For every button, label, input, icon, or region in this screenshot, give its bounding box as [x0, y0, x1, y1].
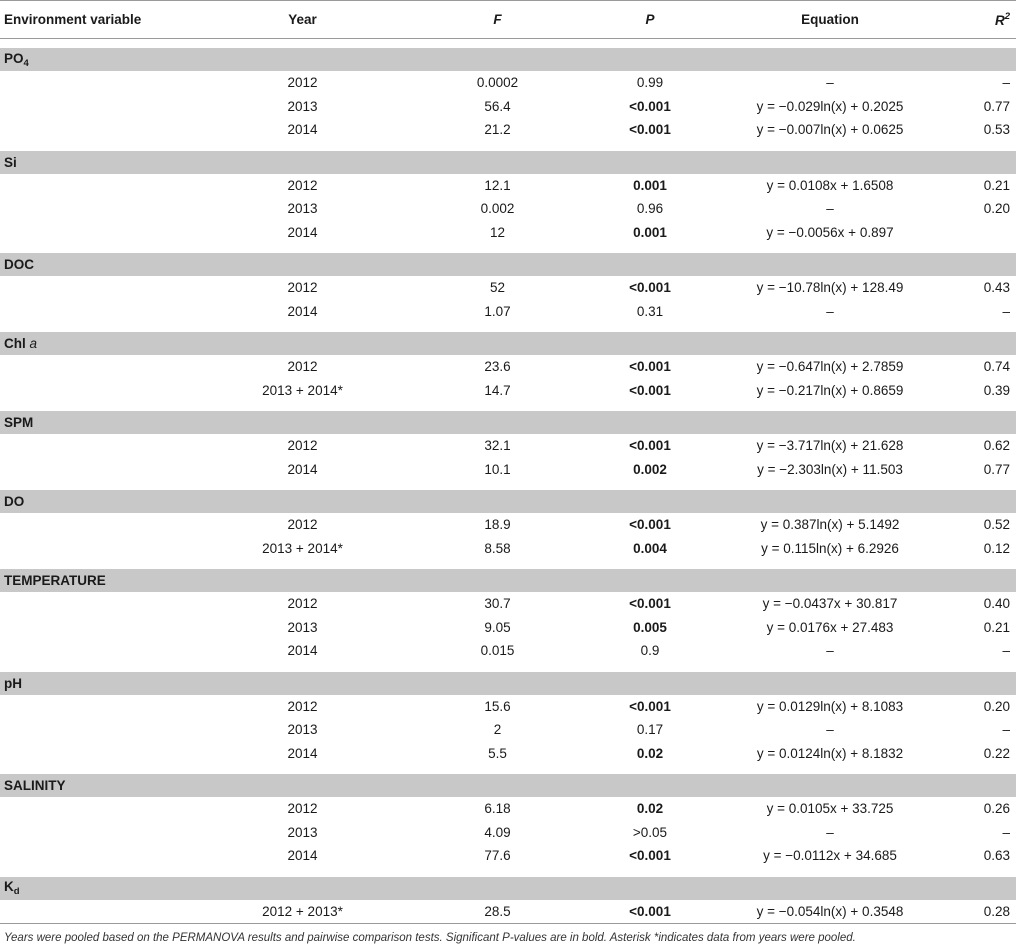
- header-environment-variable: Environment variable: [0, 1, 200, 39]
- cell-p: 0.02: [636, 801, 664, 817]
- cell-equation: y = −0.0437x + 30.817: [762, 596, 898, 612]
- cell-f: 18.9: [484, 517, 511, 533]
- cell-blank: [0, 718, 200, 742]
- group-label: [0, 151, 1016, 174]
- table-row: [0, 616, 1016, 640]
- header-r2: [950, 1, 1016, 39]
- cell-blank: [0, 900, 200, 924]
- cell-equation: y = −0.0112x + 34.685: [763, 848, 897, 864]
- cell-equation: y = 0.0105x + 33.725: [766, 801, 894, 817]
- table-row: [0, 513, 1016, 537]
- spacer-cell: [0, 663, 1016, 672]
- cell-year: 2013: [287, 722, 318, 738]
- spacer-cell: [0, 39, 1016, 49]
- cell-year: 2014: [287, 643, 318, 659]
- cell-year: 2013: [287, 98, 318, 114]
- cell-year: 2014: [287, 848, 318, 864]
- cell-blank: [0, 537, 200, 561]
- cell-equation: y = −3.717ln(x) + 21.628: [756, 438, 904, 454]
- cell-equation: y = 0.0176x + 27.483: [766, 619, 894, 635]
- cell-p: 0.001: [633, 224, 667, 240]
- group-name: Chl: [4, 336, 30, 351]
- header-p: P: [590, 1, 710, 39]
- cell-year: 2012: [287, 596, 318, 612]
- cell-blank: [0, 616, 200, 640]
- cell-r2: 0.40: [983, 596, 1010, 612]
- group-header-row: [0, 569, 1016, 592]
- cell-f: 23.6: [484, 359, 511, 375]
- cell-equation: y = −2.303ln(x) + 11.503: [757, 461, 903, 477]
- cell-p: <0.001: [629, 280, 671, 296]
- cell-f: 56.4: [484, 98, 511, 114]
- cell-p: <0.001: [629, 382, 671, 398]
- cell-f: 14.7: [484, 382, 511, 398]
- cell-equation: –: [826, 824, 834, 840]
- cell-equation: –: [826, 303, 834, 319]
- cell-f: 21.2: [484, 122, 511, 138]
- cell-year: 2014: [287, 745, 318, 761]
- cell-p: <0.001: [629, 698, 671, 714]
- cell-r2: 0.62: [983, 438, 1010, 454]
- table-row: [0, 95, 1016, 119]
- cell-p: <0.001: [629, 848, 671, 864]
- group-spacer: [0, 39, 1016, 49]
- spacer-cell: [0, 244, 1016, 253]
- cell-f: 8.58: [484, 540, 511, 556]
- group-header-row: [0, 253, 1016, 276]
- table-row: [0, 458, 1016, 482]
- table-row: [0, 695, 1016, 719]
- table-row: [0, 537, 1016, 561]
- cell-year: 2012 + 2013*: [200, 900, 405, 924]
- cell-p: 0.004: [633, 540, 667, 556]
- cell-f: 0.015: [480, 643, 515, 659]
- cell-equation: –: [826, 722, 834, 738]
- spacer-cell: [0, 481, 1016, 490]
- cell-r2: 0.63: [983, 848, 1010, 864]
- group-label: [0, 411, 1016, 434]
- spacer-cell: [0, 868, 1016, 877]
- cell-year: 2013: [287, 619, 318, 635]
- cell-year: 2013 + 2014*: [262, 382, 343, 398]
- table-row: [0, 797, 1016, 821]
- cell-equation: –: [826, 643, 834, 659]
- spacer-cell: [0, 142, 1016, 151]
- cell-r2: [950, 221, 1016, 245]
- cell-r2: 0.39: [983, 382, 1010, 398]
- group-label: [0, 253, 1016, 276]
- cell-r2: 0.20: [983, 698, 1010, 714]
- cell-year: 2013 + 2014*: [262, 540, 343, 556]
- cell-r2: –: [1002, 824, 1010, 840]
- cell-r2: 0.21: [983, 619, 1010, 635]
- cell-p: <0.001: [629, 438, 671, 454]
- table-row: [0, 71, 1016, 95]
- cell-f: 0.0002: [476, 75, 519, 91]
- cell-p: 0.9: [640, 643, 660, 659]
- cell-equation: y = −10.78ln(x) + 128.49: [756, 280, 904, 296]
- cell-p: 0.96: [636, 201, 664, 217]
- header-f: F: [405, 1, 590, 39]
- cell-r2: 0.77: [983, 98, 1010, 114]
- cell-f: 28.5: [405, 900, 590, 924]
- cell-p: <0.001: [629, 517, 671, 533]
- group-spacer: [0, 323, 1016, 332]
- table-row: [0, 174, 1016, 198]
- cell-p: 0.001: [633, 177, 667, 193]
- group-name: SALINITY: [4, 778, 66, 793]
- group-label: [0, 490, 1016, 513]
- group-name-subscript: d: [13, 886, 20, 897]
- cell-p: <0.001: [629, 98, 671, 114]
- table-row: [0, 355, 1016, 379]
- cell-r2: 0.77: [983, 461, 1010, 477]
- group-spacer: [0, 868, 1016, 877]
- group-header-row: [0, 672, 1016, 695]
- cell-blank: [0, 797, 200, 821]
- cell-blank: [0, 71, 200, 95]
- cell-year: 2014: [287, 303, 318, 319]
- cell-p: 0.005: [633, 619, 667, 635]
- cell-blank: [0, 458, 200, 482]
- cell-p: 0.31: [636, 303, 664, 319]
- cell-blank: [0, 695, 200, 719]
- cell-year: 2012: [287, 177, 318, 193]
- cell-f: 2: [493, 722, 502, 738]
- cell-f: 0.002: [480, 201, 515, 217]
- header-year: Year: [200, 1, 405, 39]
- table-row: [0, 379, 1016, 403]
- group-name: PO: [4, 50, 24, 66]
- cell-blank: [0, 844, 200, 868]
- group-name-italic: a: [29, 336, 38, 351]
- cell-blank: [0, 513, 200, 537]
- table-row: [0, 742, 1016, 766]
- cell-blank: [0, 174, 200, 198]
- cell-f: 6.18: [484, 801, 511, 817]
- spacer-cell: [0, 765, 1016, 774]
- cell-p: <0.001: [590, 900, 710, 924]
- cell-r2: –: [1002, 303, 1010, 319]
- group-name-subscript: 4: [23, 57, 29, 69]
- cell-year: 2012: [287, 438, 318, 454]
- group-spacer: [0, 402, 1016, 411]
- group-name: TEMPERATURE: [4, 573, 106, 588]
- table-row: [0, 821, 1016, 845]
- table-row: [0, 300, 1016, 324]
- cell-r2: –: [1002, 722, 1010, 738]
- cell-r2: 0.74: [983, 359, 1010, 375]
- cell-blank: [0, 592, 200, 616]
- cell-equation: y = −0.007ln(x) + 0.0625: [756, 122, 904, 138]
- group-header-row: [0, 332, 1016, 355]
- cell-blank: [0, 355, 200, 379]
- group-header-row: [0, 877, 1016, 900]
- cell-equation: y = −0.647ln(x) + 2.7859: [756, 359, 904, 375]
- cell-f: 30.7: [484, 596, 511, 612]
- cell-r2: 0.43: [983, 280, 1010, 296]
- table-row: [0, 434, 1016, 458]
- cell-equation: y = 0.387ln(x) + 5.1492: [760, 517, 900, 533]
- group-name: pH: [4, 675, 22, 691]
- group-spacer: [0, 560, 1016, 569]
- cell-blank: [0, 821, 200, 845]
- cell-year: 2012: [287, 359, 318, 375]
- table-row: [0, 844, 1016, 868]
- cell-f: 5.5: [488, 745, 507, 761]
- cell-year: 2013: [287, 824, 318, 840]
- table-row: [0, 221, 1016, 245]
- group-label: [0, 569, 1016, 592]
- cell-equation: y = 0.0108x + 1.6508: [766, 177, 894, 193]
- cell-f: 32.1: [484, 438, 511, 454]
- cell-r2: 0.53: [983, 122, 1010, 138]
- cell-r2: –: [1002, 643, 1010, 659]
- cell-equation: y = 0.115ln(x) + 6.2926: [761, 540, 899, 556]
- cell-equation: y = −0.217ln(x) + 0.8659: [756, 382, 904, 398]
- cell-year: 2013: [287, 201, 318, 217]
- group-label: [0, 332, 1016, 355]
- group-spacer: [0, 765, 1016, 774]
- cell-year: 2012: [287, 698, 318, 714]
- cell-f: 4.09: [484, 824, 511, 840]
- cell-year: 2012: [287, 280, 318, 296]
- table-row: [0, 592, 1016, 616]
- cell-f: 77.6: [484, 848, 511, 864]
- group-name: K: [4, 879, 14, 894]
- cell-equation: y = 0.0124ln(x) + 8.1832: [756, 745, 904, 761]
- table-row: [0, 718, 1016, 742]
- header-r2-base: R: [994, 13, 1005, 28]
- cell-blank: [0, 300, 200, 324]
- cell-r2: 0.28: [950, 900, 1016, 924]
- group-label: [0, 48, 1016, 71]
- cell-blank: [0, 95, 200, 119]
- cell-blank: [0, 379, 200, 403]
- group-header-row: [0, 48, 1016, 71]
- group-header-row: [0, 490, 1016, 513]
- table-row: [0, 900, 1016, 924]
- cell-blank: [0, 197, 200, 221]
- group-name: SPM: [4, 415, 34, 430]
- table-row: [0, 197, 1016, 221]
- cell-year: 2014: [287, 122, 318, 138]
- spacer-cell: [0, 402, 1016, 411]
- cell-r2: 0.21: [983, 177, 1010, 193]
- cell-f: 10.1: [484, 461, 511, 477]
- group-label: [0, 877, 1016, 900]
- cell-f: 12: [489, 224, 506, 240]
- cell-f: 15.6: [484, 698, 511, 714]
- cell-f: 9.05: [484, 619, 511, 635]
- cell-f: 12.1: [484, 177, 511, 193]
- group-name: Si: [4, 154, 17, 170]
- cell-year: 2012: [287, 801, 318, 817]
- header-equation: Equation: [710, 1, 950, 39]
- cell-year: 2014: [287, 461, 318, 477]
- cell-p: <0.001: [629, 596, 671, 612]
- cell-blank: [0, 276, 200, 300]
- table-row: [0, 118, 1016, 142]
- cell-r2: 0.52: [983, 517, 1010, 533]
- cell-blank: [0, 118, 200, 142]
- cell-p: <0.001: [629, 122, 671, 138]
- cell-p: >0.05: [632, 824, 668, 840]
- cell-r2: 0.26: [983, 801, 1010, 817]
- spacer-cell: [0, 560, 1016, 569]
- header-r2-sup: 2: [1004, 11, 1010, 22]
- table-body: [0, 39, 1016, 924]
- group-header-row: [0, 774, 1016, 797]
- header-row: [0, 1, 1016, 39]
- cell-r2: 0.22: [983, 745, 1010, 761]
- cell-f: 52: [489, 280, 506, 296]
- cell-equation: y = −0.054ln(x) + 0.3548: [710, 900, 950, 924]
- cell-equation: –: [826, 75, 834, 91]
- spacer-cell: [0, 323, 1016, 332]
- cell-p: 0.99: [636, 75, 664, 91]
- group-header-row: [0, 151, 1016, 174]
- table-row: [0, 276, 1016, 300]
- cell-blank: [0, 434, 200, 458]
- cell-equation: y = 0.0129ln(x) + 8.1083: [756, 698, 904, 714]
- table-footnote: Years were pooled based on the PERMANOVA results and pairwise comparison tests. Significant P-values are in bold. Asterisk *indicates data from years were pooled.: [4, 932, 856, 944]
- cell-r2: 0.12: [983, 540, 1010, 556]
- cell-f: 1.07: [484, 303, 511, 319]
- cell-p: 0.02: [636, 745, 664, 761]
- cell-year: 2012: [287, 517, 318, 533]
- group-label: [0, 672, 1016, 695]
- group-spacer: [0, 244, 1016, 253]
- cell-p: 0.002: [633, 461, 667, 477]
- group-spacer: [0, 142, 1016, 151]
- cell-blank: [0, 639, 200, 663]
- group-spacer: [0, 663, 1016, 672]
- cell-blank: [0, 742, 200, 766]
- group-spacer: [0, 481, 1016, 490]
- cell-year: 2012: [287, 75, 318, 91]
- group-name: DO: [4, 494, 25, 509]
- cell-p: 0.17: [636, 722, 664, 738]
- cell-year: 2014: [287, 224, 318, 240]
- cell-r2: 0.20: [983, 201, 1010, 217]
- cell-r2: –: [1002, 75, 1010, 91]
- cell-p: <0.001: [629, 359, 671, 375]
- cell-equation: y = −0.029ln(x) + 0.2025: [756, 98, 904, 114]
- group-name: DOC: [4, 257, 34, 272]
- cell-equation: y = −0.0056x + 0.897: [766, 224, 894, 240]
- table-row: [0, 639, 1016, 663]
- group-label: [0, 774, 1016, 797]
- group-header-row: [0, 411, 1016, 434]
- cell-blank: [0, 221, 200, 245]
- cell-equation: –: [826, 201, 834, 217]
